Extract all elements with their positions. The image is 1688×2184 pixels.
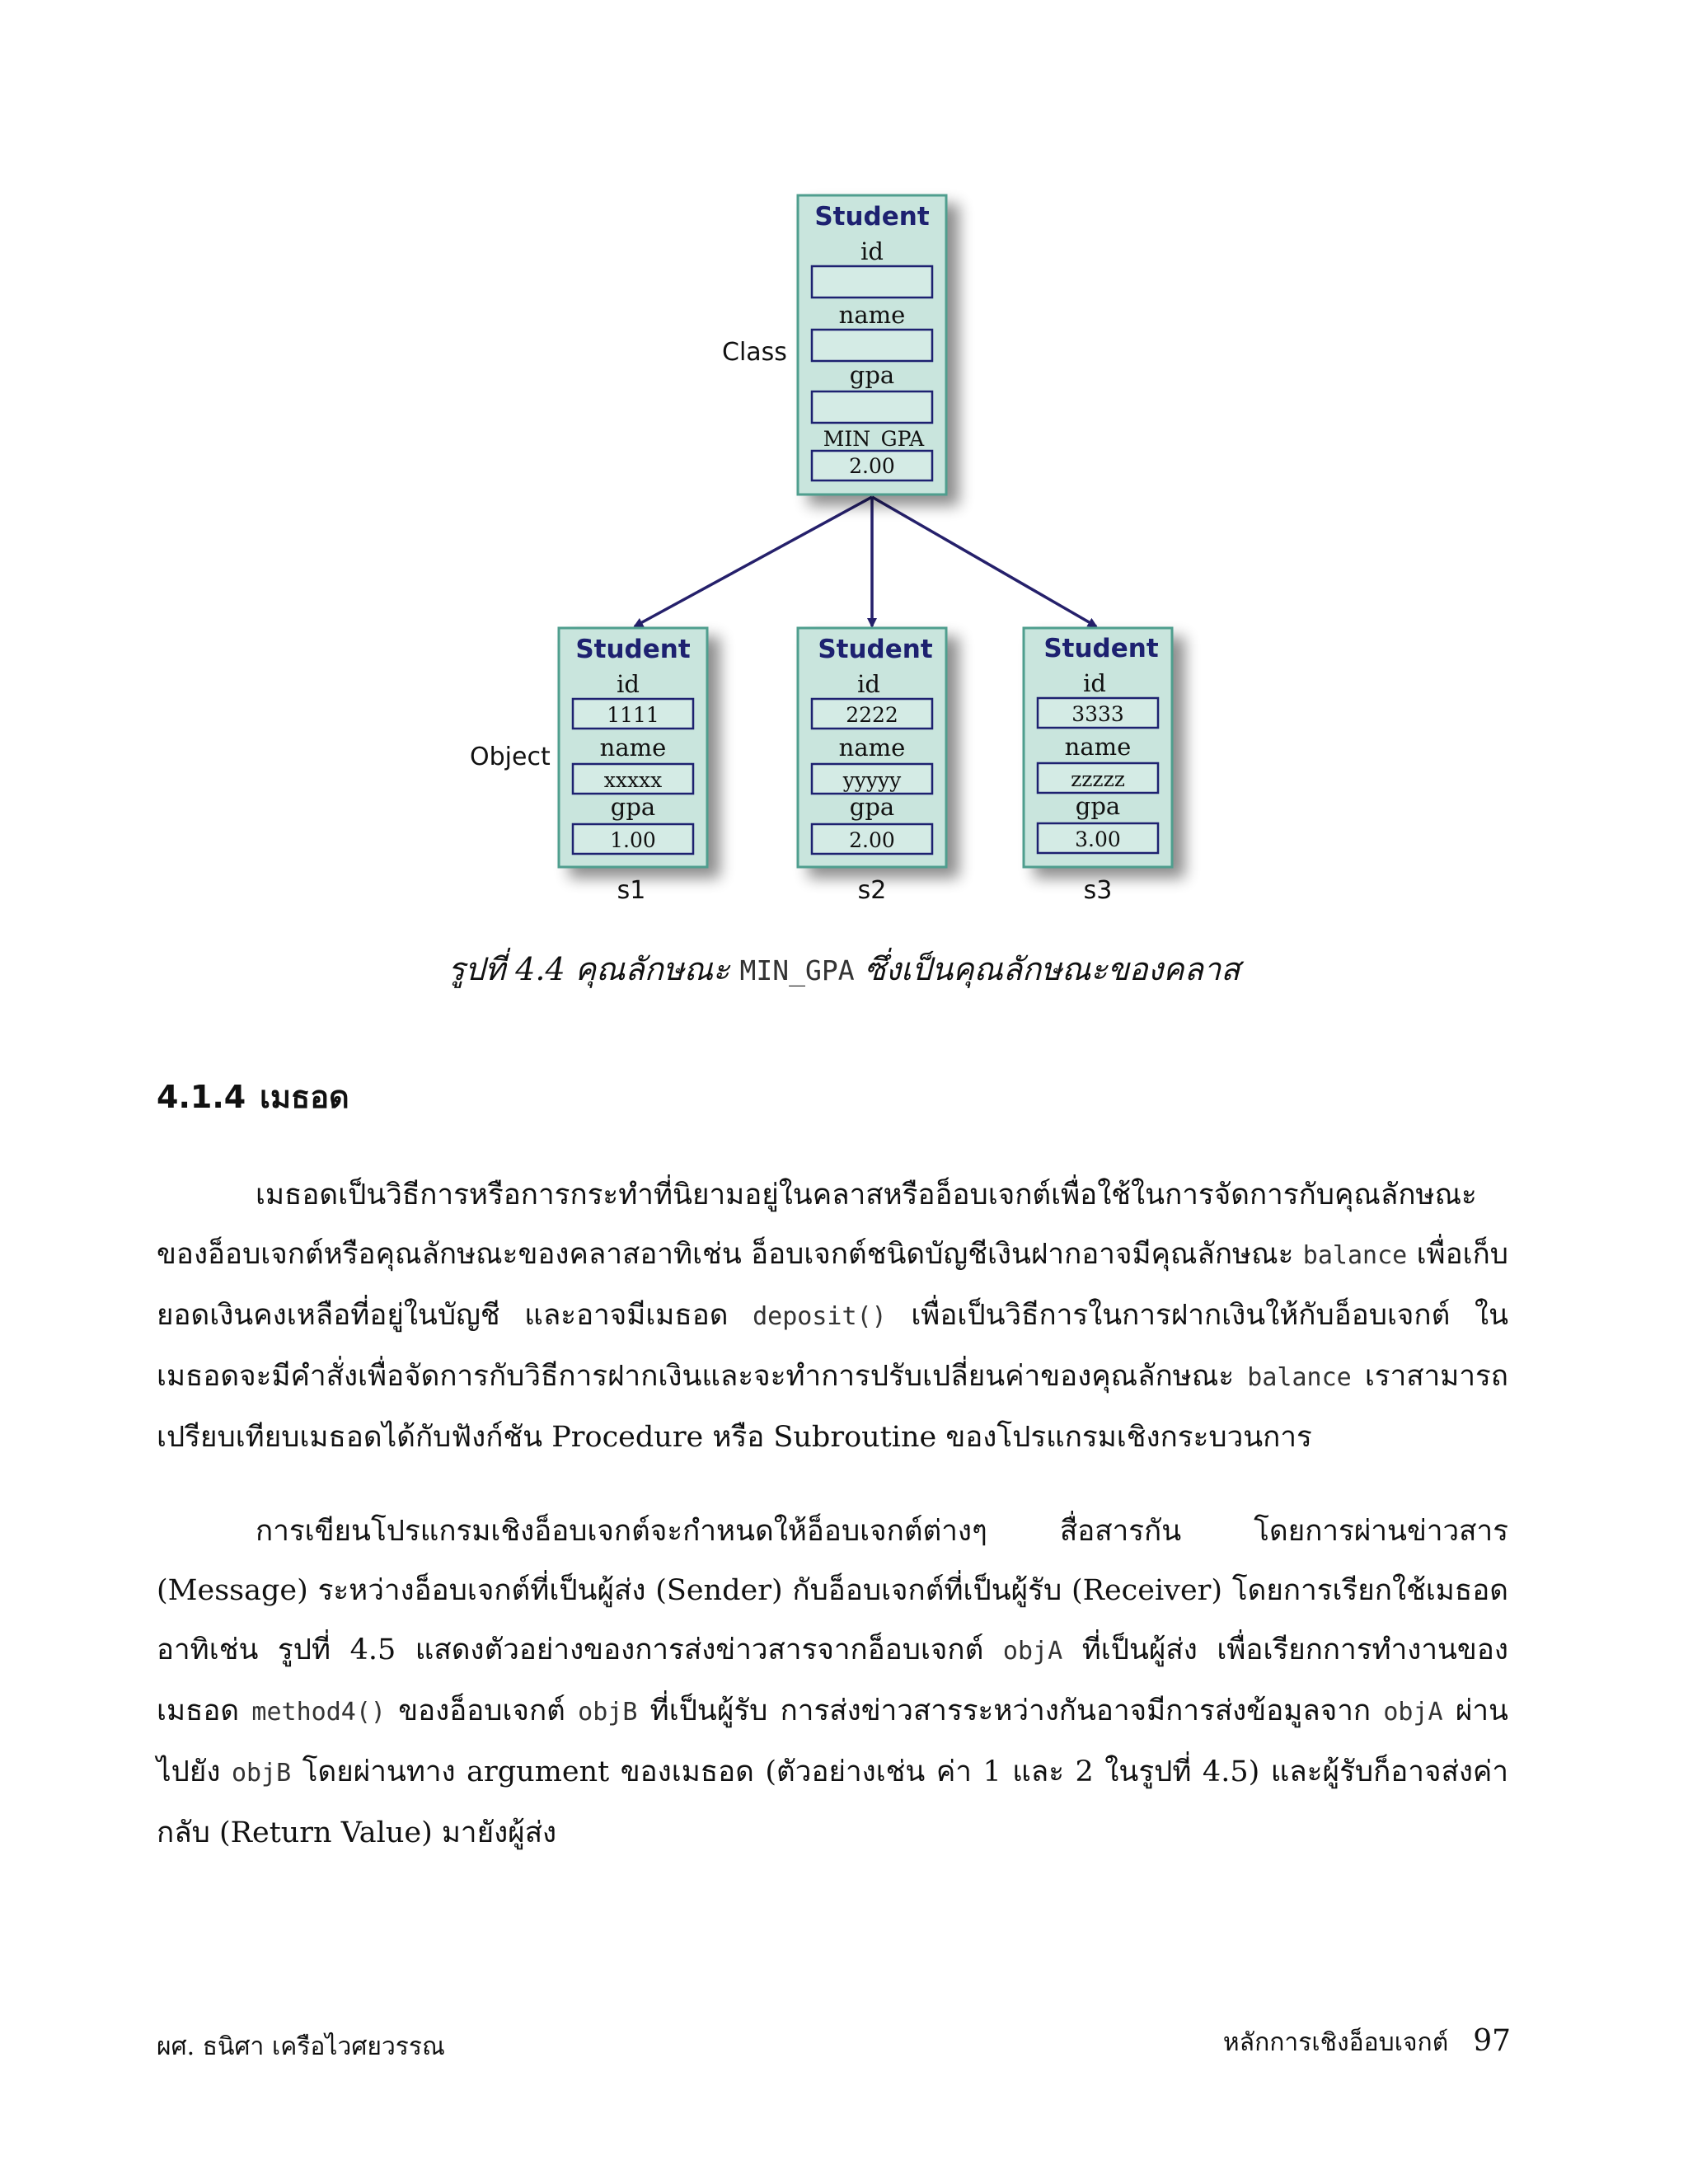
footer-author: ผศ. ธนิศา เครือไวศยวรรณ bbox=[157, 2032, 445, 2061]
para-text: ผ่านไปยัง bbox=[157, 1694, 1508, 1788]
inline-code: objB bbox=[578, 1698, 638, 1727]
class-attr-id: id bbox=[860, 237, 884, 265]
paragraph-methods bbox=[157, 1165, 1508, 1467]
figure-caption bbox=[0, 944, 1688, 994]
object-box-s2 bbox=[798, 628, 946, 905]
inline-code: deposit() bbox=[753, 1302, 887, 1331]
object-name-value: xxxxx bbox=[603, 768, 663, 792]
object-ref-label: s1 bbox=[617, 876, 646, 905]
object-attr-gpa: gpa bbox=[849, 793, 895, 821]
para-text: เมธอดเป็นวิธีการหรือการกระทำที่นิยามอยู่ในคลาสหรืออ็อบเจกต์เพื่อใช้ในการจัดการกับคุณลักษณะของอ็อบเจกต์หรือคุณลักษณะของคลาสอาทิเช่น อ็อบเจกต์ชนิดบัญชีเงินฝากอาจมีคุณลักษณะ bbox=[157, 1179, 1477, 1271]
object-title: Student bbox=[1043, 634, 1159, 663]
inline-code: balance bbox=[1247, 1363, 1352, 1392]
object-gpa-value: 2.00 bbox=[849, 828, 895, 852]
class-id-slot bbox=[812, 266, 932, 298]
object-attr-id: id bbox=[1083, 669, 1106, 697]
class-box bbox=[798, 195, 946, 494]
para-text: ที่เป็นผู้รับ การส่งข่าวสารระหว่างกันอาจมีการส่งข้อมูลจาก bbox=[649, 1694, 1372, 1727]
object-attr-name: name bbox=[599, 733, 667, 762]
caption-prefix: รูปที่ 4.4 คุณลักษณะ bbox=[448, 951, 730, 987]
arrow-to-s1 bbox=[635, 497, 872, 626]
object-gpa-value: 1.00 bbox=[610, 828, 656, 852]
inline-code: balance bbox=[1302, 1241, 1408, 1270]
object-attr-gpa: gpa bbox=[1075, 792, 1121, 820]
class-gpa-slot bbox=[812, 391, 932, 423]
object-ref-label: s2 bbox=[857, 876, 887, 905]
object-id-value: 2222 bbox=[846, 703, 898, 727]
class-box-title: Student bbox=[814, 202, 930, 232]
footer-book bbox=[1223, 2023, 1511, 2062]
object-box-s3 bbox=[1024, 628, 1172, 905]
object-attr-name: name bbox=[838, 733, 906, 762]
para-text: เพื่อเก็บยอดเงินคงเหลือที่อยู่ในบัญชี และอาจมีเมธอด bbox=[157, 1238, 1508, 1332]
arrow-to-s3 bbox=[872, 497, 1096, 626]
object-ref-label: s3 bbox=[1083, 876, 1113, 905]
para-text: การเขียนโปรแกรมเชิงอ็อบเจกต์จะกำหนดให้อ็อบเจกต์ต่างๆ สื่อสารกัน โดยการผ่านข่าวสาร (Message) ระหว่างอ็อบเจกต์ที่เป็นผู้ส่ง (Sender) กับอ็อบเจกต์ที่เป็นผู้รับ (Receiver) โดยการเรียกใช้เมธอดอาทิเช่น รูปที่ 4.5 แสดงตัวอย่างของการส่งข่าวสารจากอ็อบเจกต์ bbox=[157, 1515, 1508, 1666]
inline-code: method4() bbox=[251, 1698, 386, 1727]
object-title: Student bbox=[575, 635, 691, 664]
para-text: เราสามารถเปรียบเทียบเมธอดได้กับฟังก์ชัน Procedure หรือ Subroutine ของโปรแกรมเชิงกระบวนการ bbox=[157, 1360, 1508, 1454]
page-number: 97 bbox=[1473, 2024, 1511, 2058]
inline-code: objB bbox=[231, 1759, 292, 1788]
caption-suffix: ซึ่งเป็นคุณลักษณะของคลาส bbox=[864, 951, 1240, 987]
object-attr-gpa: gpa bbox=[610, 793, 656, 821]
section-number: 4.1.4 bbox=[157, 1079, 246, 1115]
object-gpa-value: 3.00 bbox=[1075, 827, 1121, 851]
para-text: เพื่อเป็นวิธีการในการฝากเงินให้กับอ็อบเจกต์ ในเมธอดจะมีคำสั่งเพื่อจัดการกับวิธีการฝากเงินและจะทำการปรับเปลี่ยนค่าของคุณลักษณะ bbox=[157, 1299, 1508, 1393]
object-attr-name: name bbox=[1064, 733, 1132, 761]
object-label: Object bbox=[470, 743, 551, 771]
class-attr-min-gpa: MIN_GPA bbox=[823, 427, 925, 451]
class-name-slot bbox=[812, 330, 932, 361]
para-text: ที่เป็นผู้ส่ง เพื่อเรียกการทำงานของเมธอด bbox=[157, 1633, 1508, 1727]
object-attr-id: id bbox=[857, 670, 880, 698]
object-name-value: zzzzz bbox=[1071, 767, 1125, 791]
class-attr-gpa: gpa bbox=[849, 361, 895, 389]
object-title: Student bbox=[818, 635, 933, 664]
section-title: เมธอด bbox=[260, 1079, 349, 1115]
class-attr-name: name bbox=[838, 301, 906, 329]
object-box-s1 bbox=[559, 628, 707, 905]
object-id-value: 3333 bbox=[1071, 702, 1124, 726]
footer-book-title: หลักการเชิงอ็อบเจกต์ bbox=[1222, 2028, 1449, 2057]
inline-code: objA bbox=[1002, 1637, 1063, 1666]
paragraph-messages bbox=[157, 1502, 1508, 1863]
object-id-value: 1111 bbox=[607, 703, 659, 727]
inheritance-arrows bbox=[635, 497, 1096, 626]
section-heading bbox=[157, 1071, 349, 1122]
class-label: Class bbox=[722, 338, 787, 367]
caption-code: MIN_GPA bbox=[739, 954, 855, 987]
para-text: ของอ็อบเจกต์ bbox=[398, 1694, 565, 1727]
object-name-value: yyyyy bbox=[842, 768, 902, 792]
para-text: โดยผ่านทาง argument ของเมธอด (ตัวอย่างเช่น ค่า 1 และ 2 ในรูปที่ 4.5) และผู้รับก็อาจส่งค่ากลับ (Return Value) มายังผู้ส่ง bbox=[157, 1755, 1508, 1849]
object-attr-id: id bbox=[617, 670, 640, 698]
class-min-gpa-value: 2.00 bbox=[849, 454, 895, 478]
inline-code: objA bbox=[1383, 1698, 1443, 1727]
class-object-diagram bbox=[0, 0, 1688, 940]
